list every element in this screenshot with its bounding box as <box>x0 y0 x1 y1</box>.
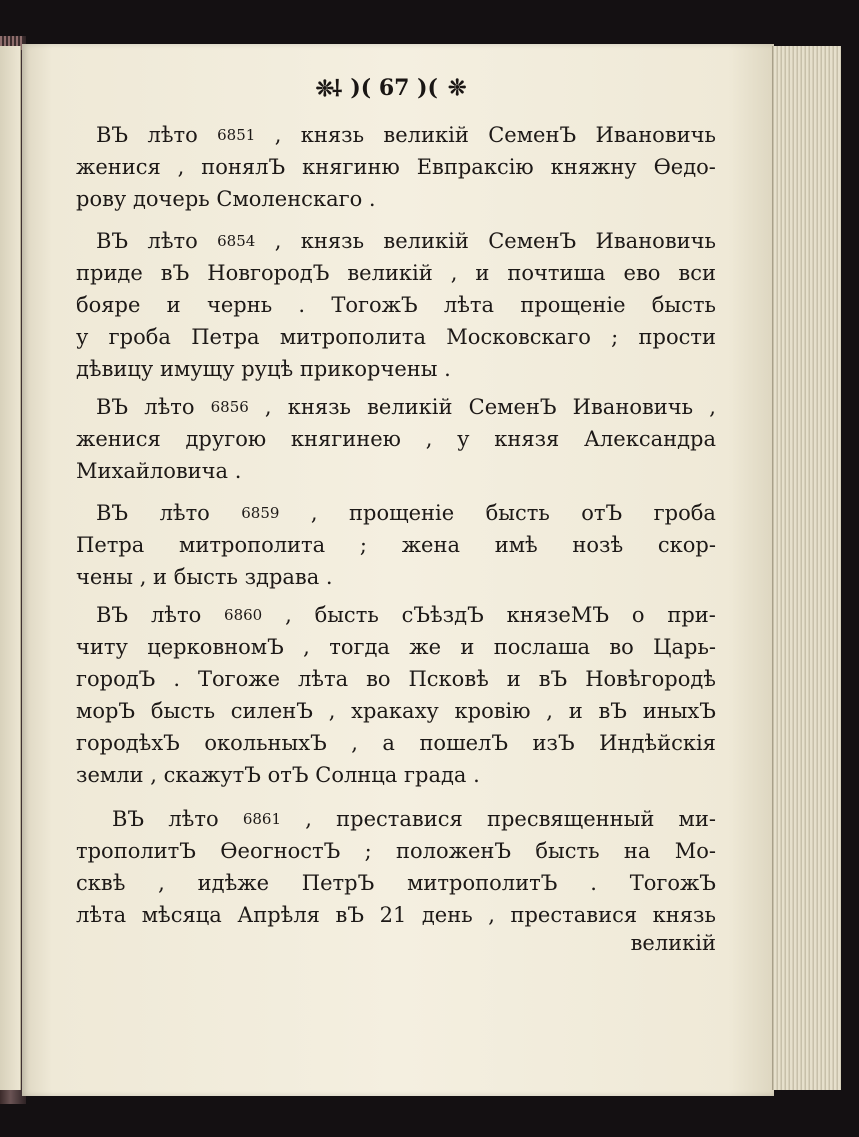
text-line: ВЪ лѣто 6861 , преставися пресвященный ми- <box>112 807 716 831</box>
text-line: морЪ бысть силенЪ , хракаху кровію , и вЪ иныхЪ <box>76 699 716 723</box>
text-line: читу церковномЪ , тогда же и послаша во Царь- <box>76 635 716 659</box>
page-header <box>270 68 510 108</box>
text-line: рову дочерь Смоленскаго . <box>76 187 376 211</box>
text-line: ВЪ лѣто 6851 , князь великій СеменЪ Ивановичь <box>96 123 716 147</box>
catchword: великій <box>630 931 716 955</box>
text-line: чены , и бысть здрава . <box>76 565 333 589</box>
page-block-edges <box>772 46 841 1090</box>
text-line: городЪ . Тогоже лѣта во Псковѣ и вЪ Новѣгородѣ <box>76 667 716 691</box>
text-line: городѣхЪ окольныхЪ , а пошелЪ изЪ Индѣйскія <box>76 731 716 755</box>
text-line: трополитЪ ѲеогностЪ ; положенЪ бысть на Мо- <box>76 839 716 863</box>
text-line: бояре и чернь . ТогожЪ лѣта прощеніе бысть <box>76 293 716 317</box>
text-line: ВЪ лѣто 6859 , прощеніе бысть отЪ гроба <box>96 501 716 525</box>
right-ornament: ❊ <box>447 75 465 101</box>
facing-page-edge <box>0 46 21 1090</box>
text-line: Михайловича . <box>76 459 242 483</box>
text-line: женися другою княгинею , у князя Александра <box>76 427 716 451</box>
page-number: )( 67 )( <box>350 75 438 101</box>
text-line: земли , скажутЪ отЪ Солнца града . <box>76 763 480 787</box>
text-line: приде вЪ НовгородЪ великій , и почтиша ево вси <box>76 261 716 285</box>
text-line: ВЪ лѣто 6856 , князь великій СеменЪ Ивановичь , <box>96 395 716 419</box>
text-line: дѣвицу имущу руцѣ прикорчены . <box>76 357 451 381</box>
text-line: Петра митрополита ; жена имѣ нозѣ скор- <box>76 533 716 557</box>
text-line: сквѣ , идѣже ПетрЪ митрополитЪ . ТогожЪ <box>76 871 716 895</box>
text-line: у гроба Петра митрополита Московскаго ; прости <box>76 325 716 349</box>
text-line: женися , понялЪ княгиню Евпраксію княжну Ѳедо- <box>76 155 716 179</box>
text-line: лѣта мѣсяца Апрѣля вЪ 21 день , преставися князь <box>76 903 716 927</box>
text-line: ВЪ лѣто 6860 , бысть сЪѣздЪ князеМЪ о при- <box>96 603 716 627</box>
left-ornament: ❊⸸ <box>315 76 341 102</box>
text-line: ВЪ лѣто 6854 , князь великій СеменЪ Ивановичь <box>96 229 716 253</box>
